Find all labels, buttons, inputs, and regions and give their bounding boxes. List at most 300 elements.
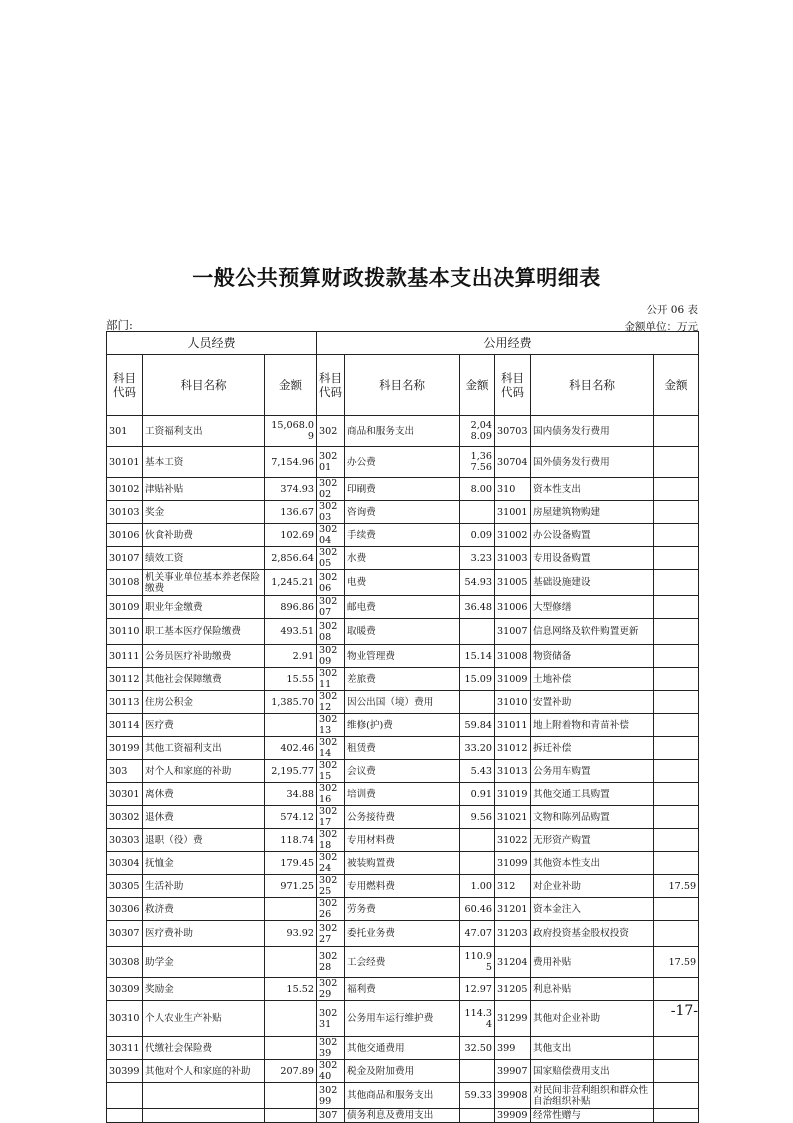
subject-name: 信息网络及软件购置更新 bbox=[531, 619, 654, 645]
subject-name: 手续费 bbox=[345, 524, 460, 547]
subject-code: 31019 bbox=[495, 783, 531, 806]
subject-code: 31203 bbox=[495, 921, 531, 947]
subject-name: 国外债务发行费用 bbox=[531, 447, 654, 478]
subject-code bbox=[107, 1083, 143, 1109]
subject-name: 工资福利支出 bbox=[143, 416, 265, 447]
subject-name: 公务接待费 bbox=[345, 806, 460, 829]
amount bbox=[265, 1083, 317, 1109]
subject-code: 30217 bbox=[317, 806, 345, 829]
table-row bbox=[107, 852, 699, 875]
amount: 179.45 bbox=[265, 852, 317, 875]
amount: 47.07 bbox=[460, 921, 495, 947]
amount: 93.92 bbox=[265, 921, 317, 947]
amount bbox=[654, 852, 699, 875]
subject-name: 印刷费 bbox=[345, 478, 460, 501]
amount: 971.25 bbox=[265, 875, 317, 898]
subject-name: 物业管理费 bbox=[345, 645, 460, 668]
subject-name: 职业年金缴费 bbox=[143, 596, 265, 619]
amount bbox=[654, 760, 699, 783]
subject-name: 津贴补贴 bbox=[143, 478, 265, 501]
amount bbox=[460, 691, 495, 714]
subject-name: 退职（役）费 bbox=[143, 829, 265, 852]
amount: 207.89 bbox=[265, 1060, 317, 1083]
header-code: 科目代码 bbox=[495, 355, 531, 416]
subject-code: 30224 bbox=[317, 852, 345, 875]
subject-code: 30301 bbox=[107, 783, 143, 806]
subject-code: 39909 bbox=[495, 1109, 531, 1123]
subject-code: 30231 bbox=[317, 1001, 345, 1037]
subject-code: 30107 bbox=[107, 547, 143, 570]
subject-code: 30113 bbox=[107, 691, 143, 714]
subject-name: 助学金 bbox=[143, 947, 265, 978]
subject-name: 伙食补助费 bbox=[143, 524, 265, 547]
header-public: 公用经费 bbox=[317, 332, 699, 355]
subject-name: 其他交通费用 bbox=[345, 1037, 460, 1060]
subject-name: 医疗费补助 bbox=[143, 921, 265, 947]
subject-code: 302 bbox=[317, 416, 345, 447]
table-row bbox=[107, 478, 699, 501]
amount bbox=[654, 547, 699, 570]
amount: 15.14 bbox=[460, 645, 495, 668]
subject-name: 机关事业单位基本养老保险缴费 bbox=[143, 570, 265, 596]
subject-name: 生活补助 bbox=[143, 875, 265, 898]
subject-code: 30203 bbox=[317, 501, 345, 524]
amount: 17.59 bbox=[654, 947, 699, 978]
header-amount: 金额 bbox=[265, 355, 317, 416]
subject-code: 30114 bbox=[107, 714, 143, 737]
table-row bbox=[107, 1060, 699, 1083]
header-name: 科目名称 bbox=[143, 355, 265, 416]
page-number: -17- bbox=[670, 1003, 698, 1019]
subject-code: 31099 bbox=[495, 852, 531, 875]
subject-name: 退休费 bbox=[143, 806, 265, 829]
table-row bbox=[107, 1083, 699, 1109]
subject-name bbox=[143, 1083, 265, 1109]
subject-name: 利息补贴 bbox=[531, 978, 654, 1001]
subject-name: 福利费 bbox=[345, 978, 460, 1001]
amount: 0.91 bbox=[460, 783, 495, 806]
table-row bbox=[107, 783, 699, 806]
amount: 136.67 bbox=[265, 501, 317, 524]
subject-code: 30110 bbox=[107, 619, 143, 645]
subject-name: 取暖费 bbox=[345, 619, 460, 645]
table-row bbox=[107, 947, 699, 978]
amount bbox=[654, 714, 699, 737]
amount: 1,385.70 bbox=[265, 691, 317, 714]
subject-code: 30227 bbox=[317, 921, 345, 947]
subject-code: 31205 bbox=[495, 978, 531, 1001]
subject-name: 工会经费 bbox=[345, 947, 460, 978]
subject-code: 30225 bbox=[317, 875, 345, 898]
amount: 5.43 bbox=[460, 760, 495, 783]
subject-code: 30299 bbox=[317, 1083, 345, 1109]
subject-code: 30111 bbox=[107, 645, 143, 668]
amount bbox=[654, 691, 699, 714]
amount bbox=[460, 501, 495, 524]
subject-code: 31005 bbox=[495, 570, 531, 596]
subject-name: 安置补助 bbox=[531, 691, 654, 714]
amount: 1.00 bbox=[460, 875, 495, 898]
header-amount: 金额 bbox=[460, 355, 495, 416]
subject-code: 30307 bbox=[107, 921, 143, 947]
amount: 3.23 bbox=[460, 547, 495, 570]
subject-name: 其他对企业补助 bbox=[531, 1001, 654, 1037]
subject-code: 31002 bbox=[495, 524, 531, 547]
amount bbox=[265, 714, 317, 737]
subject-code: 30216 bbox=[317, 783, 345, 806]
subject-code: 30202 bbox=[317, 478, 345, 501]
subject-code: 31012 bbox=[495, 737, 531, 760]
subject-name: 住房公积金 bbox=[143, 691, 265, 714]
subject-name: 奖金 bbox=[143, 501, 265, 524]
subject-name: 办公费 bbox=[345, 447, 460, 478]
header-name: 科目名称 bbox=[345, 355, 460, 416]
subject-code: 30109 bbox=[107, 596, 143, 619]
amount bbox=[654, 478, 699, 501]
subject-code: 30213 bbox=[317, 714, 345, 737]
subject-code: 303 bbox=[107, 760, 143, 783]
subject-code: 30112 bbox=[107, 668, 143, 691]
table-row bbox=[107, 691, 699, 714]
subject-code: 30311 bbox=[107, 1037, 143, 1060]
subject-code: 31013 bbox=[495, 760, 531, 783]
subject-code: 31009 bbox=[495, 668, 531, 691]
subject-code: 30704 bbox=[495, 447, 531, 478]
amount: 574.12 bbox=[265, 806, 317, 829]
header-personnel: 人员经费 bbox=[107, 332, 317, 355]
subject-name: 职工基本医疗保险缴费 bbox=[143, 619, 265, 645]
subject-code: 310 bbox=[495, 478, 531, 501]
subject-code: 307 bbox=[317, 1109, 345, 1123]
amount bbox=[654, 645, 699, 668]
subject-code: 30201 bbox=[317, 447, 345, 478]
amount: 59.33 bbox=[460, 1083, 495, 1109]
subject-name: 个人农业生产补贴 bbox=[143, 1001, 265, 1037]
amount bbox=[265, 1001, 317, 1037]
subject-code: 30214 bbox=[317, 737, 345, 760]
amount: 12.97 bbox=[460, 978, 495, 1001]
table-row bbox=[107, 714, 699, 737]
amount bbox=[265, 947, 317, 978]
subject-name: 其他对个人和家庭的补助 bbox=[143, 1060, 265, 1083]
subject-code: 30303 bbox=[107, 829, 143, 852]
subject-name: 维修(护)费 bbox=[345, 714, 460, 737]
amount: 374.93 bbox=[265, 478, 317, 501]
table-row bbox=[107, 416, 699, 447]
subject-name: 其他支出 bbox=[531, 1037, 654, 1060]
subject-code: 30211 bbox=[317, 668, 345, 691]
amount bbox=[654, 737, 699, 760]
subject-name: 办公设备购置 bbox=[531, 524, 654, 547]
subject-code: 30208 bbox=[317, 619, 345, 645]
subject-code: 301 bbox=[107, 416, 143, 447]
amount bbox=[460, 829, 495, 852]
amount: 896.86 bbox=[265, 596, 317, 619]
amount: 32.50 bbox=[460, 1037, 495, 1060]
amount bbox=[654, 898, 699, 921]
subject-name: 公务用车购置 bbox=[531, 760, 654, 783]
subject-name: 政府投资基金股权投资 bbox=[531, 921, 654, 947]
subject-name: 基础设施建设 bbox=[531, 570, 654, 596]
subject-name: 物资储备 bbox=[531, 645, 654, 668]
amount bbox=[460, 1109, 495, 1123]
header-name: 科目名称 bbox=[531, 355, 654, 416]
amount bbox=[654, 829, 699, 852]
amount bbox=[265, 1037, 317, 1060]
subject-code: 30703 bbox=[495, 416, 531, 447]
subject-name: 大型修缮 bbox=[531, 596, 654, 619]
subject-code: 312 bbox=[495, 875, 531, 898]
amount bbox=[654, 1109, 699, 1123]
subject-name: 资本性支出 bbox=[531, 478, 654, 501]
amount bbox=[654, 783, 699, 806]
subject-code bbox=[107, 1109, 143, 1123]
table-row bbox=[107, 524, 699, 547]
subject-name: 地上附着物和青苗补偿 bbox=[531, 714, 654, 737]
subject-code: 30229 bbox=[317, 978, 345, 1001]
subject-code: 30309 bbox=[107, 978, 143, 1001]
subject-code: 399 bbox=[495, 1037, 531, 1060]
amount: 15.55 bbox=[265, 668, 317, 691]
amount bbox=[654, 416, 699, 447]
header-code: 科目代码 bbox=[107, 355, 143, 416]
subject-name: 专用燃料费 bbox=[345, 875, 460, 898]
subject-name: 委托业务费 bbox=[345, 921, 460, 947]
subject-name: 其他社会保障缴费 bbox=[143, 668, 265, 691]
header-amount: 金额 bbox=[654, 355, 699, 416]
amount: 36.48 bbox=[460, 596, 495, 619]
subject-code: 31204 bbox=[495, 947, 531, 978]
subject-name: 离休费 bbox=[143, 783, 265, 806]
subject-code: 30108 bbox=[107, 570, 143, 596]
subject-name: 公务用车运行维护费 bbox=[345, 1001, 460, 1037]
subject-name: 费用补贴 bbox=[531, 947, 654, 978]
subject-code: 30206 bbox=[317, 570, 345, 596]
table-row bbox=[107, 447, 699, 478]
amount: 493.51 bbox=[265, 619, 317, 645]
subject-code: 30218 bbox=[317, 829, 345, 852]
table-row bbox=[107, 570, 699, 596]
subject-name: 无形资产购置 bbox=[531, 829, 654, 852]
table-row bbox=[107, 978, 699, 1001]
subject-code: 30199 bbox=[107, 737, 143, 760]
subject-name: 抚恤金 bbox=[143, 852, 265, 875]
subject-name: 对企业补助 bbox=[531, 875, 654, 898]
amount bbox=[265, 1109, 317, 1123]
subject-name: 经常性赠与 bbox=[531, 1109, 654, 1123]
subject-name: 其他商品和服务支出 bbox=[345, 1083, 460, 1109]
subject-name: 奖励金 bbox=[143, 978, 265, 1001]
subject-code: 30239 bbox=[317, 1037, 345, 1060]
subject-name: 差旅费 bbox=[345, 668, 460, 691]
table-row bbox=[107, 760, 699, 783]
amount: 118.74 bbox=[265, 829, 317, 852]
subject-code: 30302 bbox=[107, 806, 143, 829]
table-row bbox=[107, 1001, 699, 1037]
subject-name: 专用材料费 bbox=[345, 829, 460, 852]
amount: 110.95 bbox=[460, 947, 495, 978]
table-row bbox=[107, 898, 699, 921]
subject-name: 电费 bbox=[345, 570, 460, 596]
subject-name: 代缴社会保险费 bbox=[143, 1037, 265, 1060]
amount bbox=[654, 1060, 699, 1083]
subject-name: 劳务费 bbox=[345, 898, 460, 921]
subject-code: 31299 bbox=[495, 1001, 531, 1037]
table-row bbox=[107, 921, 699, 947]
amount: 15,068.09 bbox=[265, 416, 317, 447]
amount: 15.09 bbox=[460, 668, 495, 691]
subject-name: 其他交通工具购置 bbox=[531, 783, 654, 806]
unit-label: 金额单位：万元 bbox=[624, 321, 698, 333]
amount: 60.46 bbox=[460, 898, 495, 921]
amount: 2,195.77 bbox=[265, 760, 317, 783]
amount: 15.52 bbox=[265, 978, 317, 1001]
amount bbox=[654, 570, 699, 596]
subject-code: 39907 bbox=[495, 1060, 531, 1083]
amount: 17.59 bbox=[654, 875, 699, 898]
subject-name: 被装购置费 bbox=[345, 852, 460, 875]
amount bbox=[654, 1037, 699, 1060]
subject-name: 文物和陈列品购置 bbox=[531, 806, 654, 829]
subject-code: 31008 bbox=[495, 645, 531, 668]
amount bbox=[654, 596, 699, 619]
amount: 59.84 bbox=[460, 714, 495, 737]
subject-code: 30106 bbox=[107, 524, 143, 547]
table-row bbox=[107, 596, 699, 619]
subject-code: 30399 bbox=[107, 1060, 143, 1083]
subject-name: 咨询费 bbox=[345, 501, 460, 524]
subject-name: 房屋建筑物购建 bbox=[531, 501, 654, 524]
subject-name: 邮电费 bbox=[345, 596, 460, 619]
table-row bbox=[107, 668, 699, 691]
subject-name: 水费 bbox=[345, 547, 460, 570]
subject-name bbox=[143, 1109, 265, 1123]
subject-code: 30212 bbox=[317, 691, 345, 714]
subject-code: 30240 bbox=[317, 1060, 345, 1083]
subject-name: 国内债务发行费用 bbox=[531, 416, 654, 447]
amount bbox=[654, 1083, 699, 1109]
subject-name: 公务员医疗补助缴费 bbox=[143, 645, 265, 668]
amount bbox=[654, 806, 699, 829]
amount bbox=[654, 619, 699, 645]
amount: 1,367.56 bbox=[460, 447, 495, 478]
table-row bbox=[107, 737, 699, 760]
subject-code: 39908 bbox=[495, 1083, 531, 1109]
subject-name: 资本金注入 bbox=[531, 898, 654, 921]
amount: 34.88 bbox=[265, 783, 317, 806]
amount: 402.46 bbox=[265, 737, 317, 760]
subject-code: 31006 bbox=[495, 596, 531, 619]
subject-code: 30101 bbox=[107, 447, 143, 478]
subject-code: 30308 bbox=[107, 947, 143, 978]
subject-name: 培训费 bbox=[345, 783, 460, 806]
amount bbox=[654, 524, 699, 547]
amount bbox=[654, 978, 699, 1001]
subject-name: 绩效工资 bbox=[143, 547, 265, 570]
subject-name: 其他工资福利支出 bbox=[143, 737, 265, 760]
amount bbox=[654, 668, 699, 691]
subject-name: 对个人和家庭的补助 bbox=[143, 760, 265, 783]
amount: 33.20 bbox=[460, 737, 495, 760]
subject-code: 30228 bbox=[317, 947, 345, 978]
subject-code: 31001 bbox=[495, 501, 531, 524]
page-title: 一般公共预算财政拨款基本支出决算明细表 bbox=[192, 266, 601, 290]
amount: 2,048.09 bbox=[460, 416, 495, 447]
subject-name: 国家赔偿费用支出 bbox=[531, 1060, 654, 1083]
subject-code: 30304 bbox=[107, 852, 143, 875]
amount bbox=[460, 619, 495, 645]
subject-name: 基本工资 bbox=[143, 447, 265, 478]
amount bbox=[654, 447, 699, 478]
table-row bbox=[107, 1037, 699, 1060]
amount bbox=[460, 1060, 495, 1083]
subject-name: 医疗费 bbox=[143, 714, 265, 737]
amount: 7,154.96 bbox=[265, 447, 317, 478]
amount: 54.93 bbox=[460, 570, 495, 596]
table-row bbox=[107, 875, 699, 898]
subject-name: 拆迁补偿 bbox=[531, 737, 654, 760]
amount: 2.91 bbox=[265, 645, 317, 668]
table-row bbox=[107, 547, 699, 570]
subject-code: 30305 bbox=[107, 875, 143, 898]
subject-name: 其他资本性支出 bbox=[531, 852, 654, 875]
amount: 114.34 bbox=[460, 1001, 495, 1037]
subject-code: 30209 bbox=[317, 645, 345, 668]
subject-code: 30306 bbox=[107, 898, 143, 921]
subject-code: 31003 bbox=[495, 547, 531, 570]
subject-name: 对民间非营利组织和群众性自治组织补贴 bbox=[531, 1083, 654, 1109]
table-number: 公开 06 表 bbox=[646, 304, 698, 316]
subject-code: 31007 bbox=[495, 619, 531, 645]
subject-name: 债务利息及费用支出 bbox=[345, 1109, 460, 1123]
subject-code: 30310 bbox=[107, 1001, 143, 1037]
subject-code: 31011 bbox=[495, 714, 531, 737]
subject-name: 商品和服务支出 bbox=[345, 416, 460, 447]
amount: 102.69 bbox=[265, 524, 317, 547]
subject-code: 30215 bbox=[317, 760, 345, 783]
subject-code: 30226 bbox=[317, 898, 345, 921]
amount bbox=[265, 898, 317, 921]
expenditure-table bbox=[106, 331, 699, 1123]
subject-code: 31010 bbox=[495, 691, 531, 714]
subject-code: 30205 bbox=[317, 547, 345, 570]
subject-code: 30103 bbox=[107, 501, 143, 524]
subject-code: 30204 bbox=[317, 524, 345, 547]
subject-name: 土地补偿 bbox=[531, 668, 654, 691]
subject-name: 租赁费 bbox=[345, 737, 460, 760]
subject-name: 税金及附加费用 bbox=[345, 1060, 460, 1083]
department-label: 部门: bbox=[106, 318, 133, 332]
amount: 0.09 bbox=[460, 524, 495, 547]
table-row bbox=[107, 806, 699, 829]
amount bbox=[654, 921, 699, 947]
subject-name: 因公出国（境）费用 bbox=[345, 691, 460, 714]
table-row bbox=[107, 829, 699, 852]
table-row bbox=[107, 645, 699, 668]
subject-code: 31022 bbox=[495, 829, 531, 852]
table-row bbox=[107, 501, 699, 524]
amount bbox=[460, 852, 495, 875]
subject-code: 31201 bbox=[495, 898, 531, 921]
amount: 1,245.21 bbox=[265, 570, 317, 596]
table-body bbox=[107, 416, 699, 1123]
amount: 8.00 bbox=[460, 478, 495, 501]
amount: 2,856.64 bbox=[265, 547, 317, 570]
subject-code: 30207 bbox=[317, 596, 345, 619]
amount: 9.56 bbox=[460, 806, 495, 829]
subject-name: 专用设备购置 bbox=[531, 547, 654, 570]
subject-name: 救济费 bbox=[143, 898, 265, 921]
